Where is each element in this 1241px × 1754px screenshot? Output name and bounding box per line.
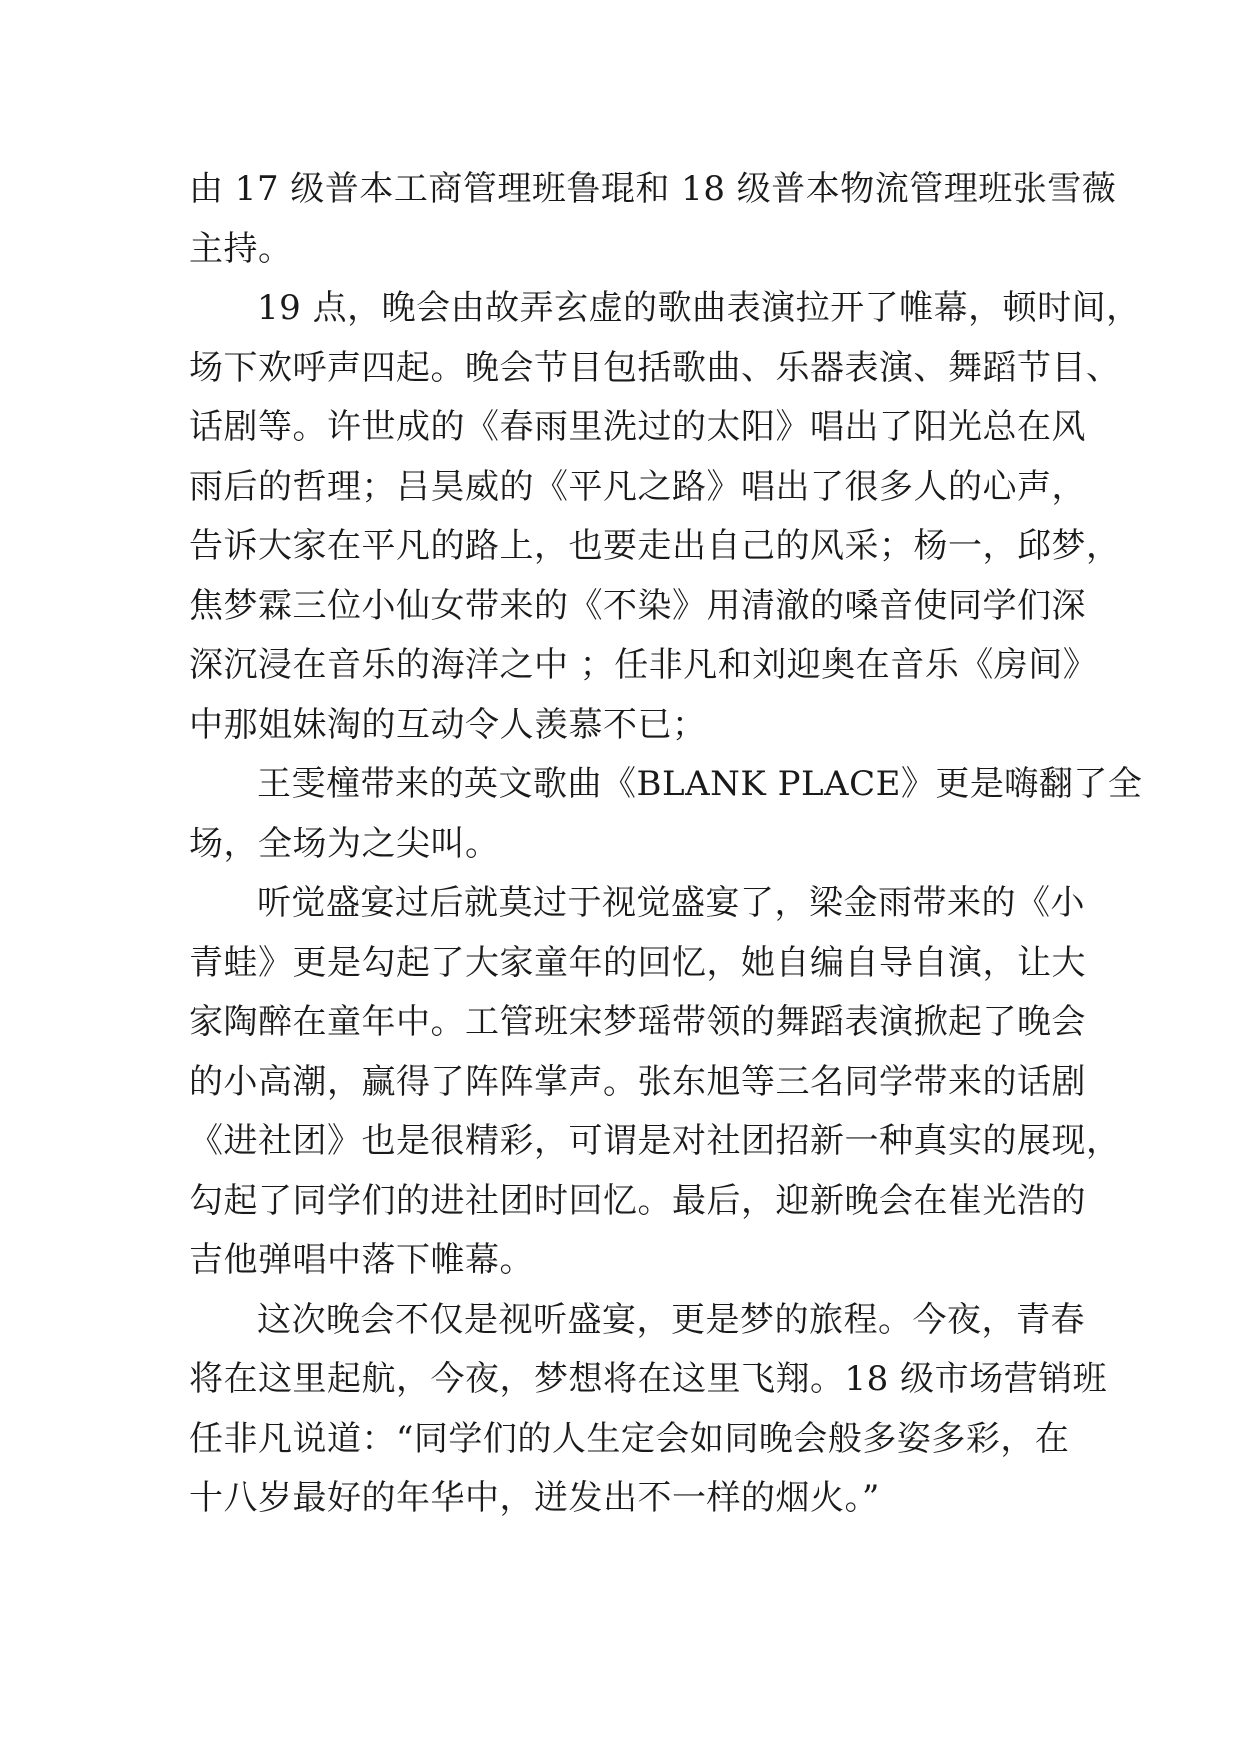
- text-line: 雨后的哲理；吕昊威的《平凡之路》唱出了很多人的心声，: [189, 466, 1086, 507]
- text-line: 任非凡说道：“同学们的人生定会如同晚会般多姿多彩，在: [189, 1418, 1070, 1459]
- paragraph-5: [189, 1291, 1108, 1529]
- text-line: 听觉盛宴过后就莫过于视觉盛宴了，梁金雨带来的《小: [257, 883, 1085, 923]
- text-line: 这次晚会不仅是视听盛宴，更是梦的旅程。今夜，青春: [257, 1299, 1085, 1340]
- document-body: [189, 160, 1143, 1529]
- text-line: 的小高潮，赢得了阵阵掌声。张东旭等三名同学带来的话剧: [189, 1061, 1086, 1102]
- text-line: 家陶醉在童年中。工管班宋梦瑶带领的舞蹈表演掀起了晚会: [189, 1002, 1086, 1042]
- text-line: 吉他弹唱中落下帷幕。: [189, 1240, 534, 1280]
- text-line: 十八岁最好的年华中，迸发出不一样的烟火。”: [189, 1478, 880, 1518]
- text-line: 王雯橦带来的英文歌曲《BLANK PLACE》更是嗨翻了全: [257, 764, 1143, 804]
- paragraph-4: [189, 874, 1121, 1291]
- text-line: 将在这里起航，今夜，梦想将在这里飞翔。18 级市场营销班: [189, 1359, 1108, 1399]
- paragraph-3: [189, 755, 1143, 874]
- text-line: 19 点，晚会由故弄玄虚的歌曲表演拉开了帷幕，顿时间，: [257, 288, 1141, 328]
- text-line: 告诉大家在平凡的路上，也要走出自己的风采；杨一，邱梦，: [189, 526, 1121, 566]
- text-line: 焦梦霖三位小仙女带来的《不染》用清澈的嗓音使同学们深: [189, 585, 1086, 626]
- text-line: 深沉浸在音乐的海洋之中 ；任非凡和刘迎奥在音乐《房间》: [189, 645, 1098, 685]
- text-line: 勾起了同学们的进社团时回忆。最后，迎新晚会在崔光浩的: [189, 1180, 1086, 1221]
- text-line: 中那姐妹淘的互动令人羡慕不已；: [189, 704, 707, 745]
- paragraph-1: [189, 160, 1117, 279]
- text-line: 《进社团》也是很精彩，可谓是对社团招新一种真实的展现，: [189, 1121, 1121, 1161]
- text-line: 话剧等。许世成的《春雨里洗过的太阳》唱出了阳光总在风: [189, 407, 1086, 447]
- text-line: 由 17 级普本工商管理班鲁琨和 18 级普本物流管理班张雪薇: [189, 169, 1117, 209]
- text-line: 青蛙》更是勾起了大家童年的回忆，她自编自导自演，让大: [189, 942, 1086, 983]
- text-line: 场，全场为之尖叫。: [189, 823, 500, 864]
- paragraph-2: [189, 279, 1141, 755]
- text-line: 场下欢呼声四起。晚会节目包括歌曲、乐器表演、舞蹈节目、: [189, 347, 1121, 388]
- text-line: 主持。: [189, 228, 293, 269]
